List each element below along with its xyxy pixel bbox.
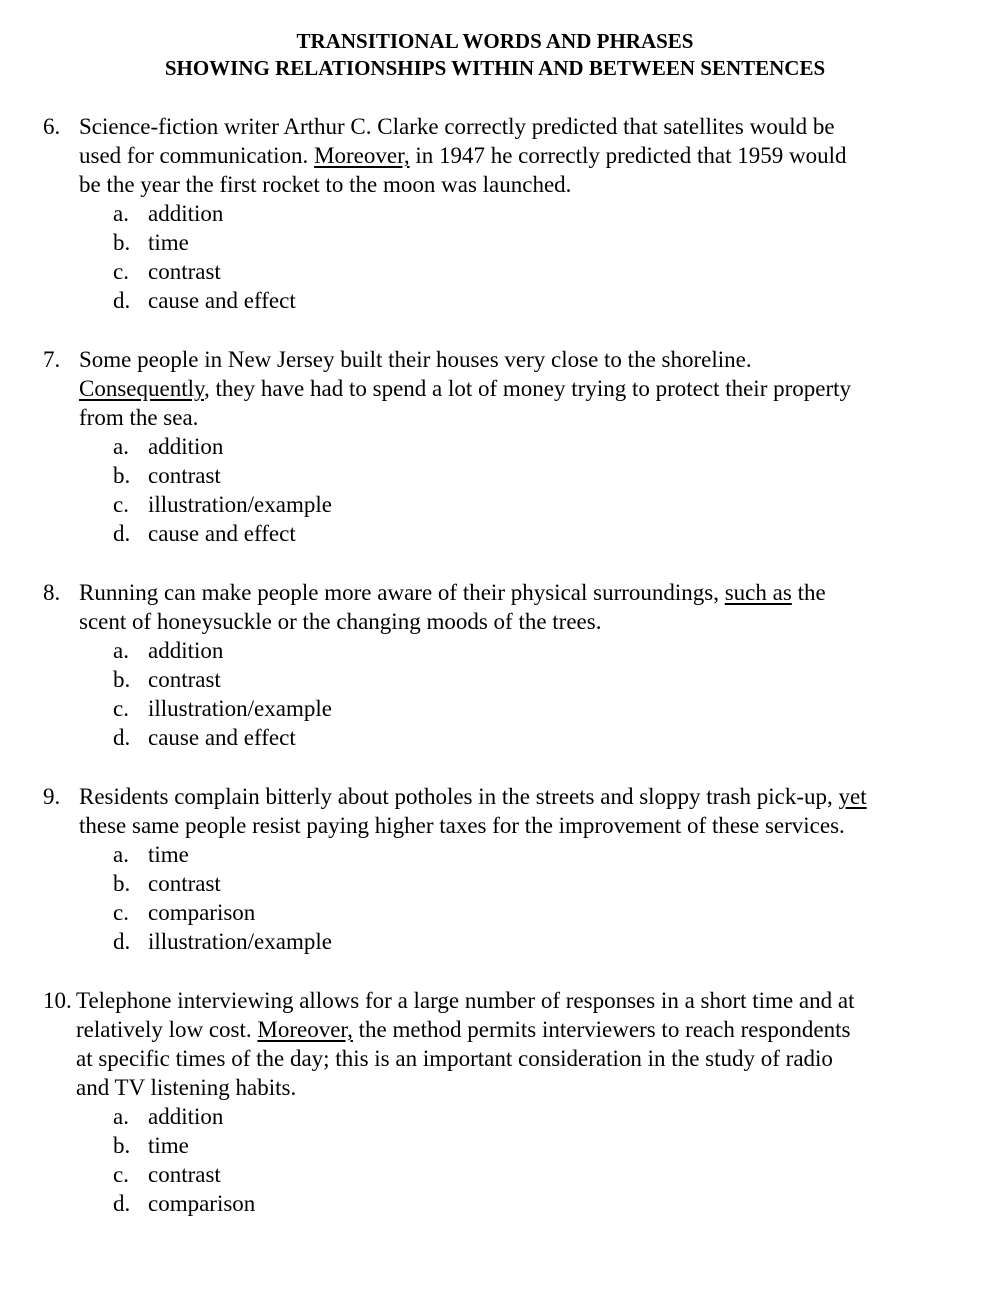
option-letter: b. bbox=[113, 1133, 131, 1158]
option-text: addition bbox=[148, 434, 224, 459]
option-letter: b. bbox=[113, 667, 131, 692]
answer-option bbox=[113, 490, 332, 519]
option-letter: d. bbox=[113, 929, 131, 954]
transition-word: Moreover, bbox=[314, 143, 410, 168]
option-text: cause and effect bbox=[148, 725, 296, 750]
stem-text: Running can make people more aware of their physical surroundings, bbox=[79, 580, 725, 605]
answer-option bbox=[113, 840, 189, 869]
question-stem bbox=[79, 345, 959, 432]
transition-word: Moreover, bbox=[257, 1017, 353, 1042]
transition-word: Consequently bbox=[79, 376, 204, 401]
option-letter: a. bbox=[113, 201, 129, 226]
option-text: contrast bbox=[148, 259, 221, 284]
stem-text: Residents complain bitterly about potholes in the streets and sloppy trash pick-up, bbox=[79, 784, 839, 809]
answer-option bbox=[113, 461, 221, 490]
option-letter: b. bbox=[113, 871, 131, 896]
option-letter: c. bbox=[113, 696, 129, 721]
answer-option bbox=[113, 898, 255, 927]
option-letter: a. bbox=[113, 842, 129, 867]
answer-option bbox=[113, 665, 221, 694]
question-number: 6. bbox=[43, 114, 61, 139]
answer-option bbox=[113, 1160, 221, 1189]
option-text: time bbox=[148, 230, 189, 255]
answer-option bbox=[113, 927, 332, 956]
option-letter: a. bbox=[113, 638, 129, 663]
question-number: 10. bbox=[43, 988, 72, 1013]
stem-text: these same people resist paying higher taxes for the improvement of these services. bbox=[79, 813, 845, 838]
answer-option bbox=[113, 257, 221, 286]
option-text: contrast bbox=[148, 871, 221, 896]
option-text: contrast bbox=[148, 463, 221, 488]
stem-text: Telephone interviewing allows for a large number of responses in a short time and at relatively low cost. bbox=[76, 988, 855, 1042]
answer-option bbox=[113, 199, 223, 228]
option-text: addition bbox=[148, 201, 224, 226]
question-number: 9. bbox=[43, 784, 61, 809]
option-text: illustration/example bbox=[148, 929, 332, 954]
answer-option bbox=[113, 1102, 223, 1131]
option-letter: d. bbox=[113, 521, 131, 546]
answer-option bbox=[113, 286, 296, 315]
option-text: illustration/example bbox=[148, 696, 332, 721]
option-text: contrast bbox=[148, 1162, 221, 1187]
option-text: comparison bbox=[148, 1191, 256, 1216]
option-text: addition bbox=[148, 1104, 224, 1129]
question-stem bbox=[79, 578, 959, 636]
option-letter: c. bbox=[113, 492, 129, 517]
answer-option bbox=[113, 694, 332, 723]
stem-text: Science-fiction writer Arthur C. Clarke correctly predicted that satellites would be used for communication. bbox=[79, 114, 835, 168]
answer-option bbox=[113, 636, 223, 665]
stem-text: the method permits interviewers to reach respondents at specific times of the day; this is an important consideration in the study of radio and TV listening habits. bbox=[76, 1017, 851, 1100]
option-text: time bbox=[148, 842, 189, 867]
answer-option bbox=[113, 432, 223, 461]
transition-word: such as bbox=[724, 580, 792, 605]
option-letter: c. bbox=[113, 259, 129, 284]
answer-option bbox=[113, 869, 221, 898]
stem-text: the scent of honeysuckle or the changing moods of the trees. bbox=[79, 580, 826, 634]
option-letter: d. bbox=[113, 1191, 131, 1216]
option-letter: b. bbox=[113, 463, 131, 488]
answer-option bbox=[113, 228, 189, 257]
option-letter: a. bbox=[113, 1104, 129, 1129]
option-letter: d. bbox=[113, 725, 131, 750]
answer-option bbox=[113, 519, 296, 548]
option-letter: d. bbox=[113, 288, 131, 313]
answer-option bbox=[113, 723, 296, 752]
answer-option bbox=[113, 1189, 255, 1218]
page-subtitle: SHOWING RELATIONSHIPS WITHIN AND BETWEEN SENTENCES bbox=[164, 56, 826, 80]
question-number: 7. bbox=[43, 347, 61, 372]
option-text: illustration/example bbox=[148, 492, 332, 517]
question-stem bbox=[79, 112, 959, 199]
option-letter: b. bbox=[113, 230, 131, 255]
page-title: TRANSITIONAL WORDS AND PHRASES bbox=[296, 29, 694, 53]
option-letter: a. bbox=[113, 434, 129, 459]
option-letter: c. bbox=[113, 1162, 129, 1187]
stem-text: , they have had to spend a lot of money trying to protect their property from the sea. bbox=[79, 376, 852, 430]
option-text: addition bbox=[148, 638, 224, 663]
stem-text: Some people in New Jersey built their houses very close to the shoreline. bbox=[79, 347, 752, 372]
option-text: contrast bbox=[148, 667, 221, 692]
option-text: comparison bbox=[148, 900, 256, 925]
option-text: cause and effect bbox=[148, 288, 296, 313]
answer-option bbox=[113, 1131, 189, 1160]
option-text: cause and effect bbox=[148, 521, 296, 546]
stem-text: in 1947 he correctly predicted that 1959 would be the year the first rocket to the moon was launched. bbox=[79, 143, 847, 197]
question-stem bbox=[79, 782, 959, 840]
transition-word: yet bbox=[838, 784, 867, 809]
question-number: 8. bbox=[43, 580, 61, 605]
question-stem bbox=[76, 986, 956, 1102]
option-text: time bbox=[148, 1133, 189, 1158]
option-letter: c. bbox=[113, 900, 129, 925]
